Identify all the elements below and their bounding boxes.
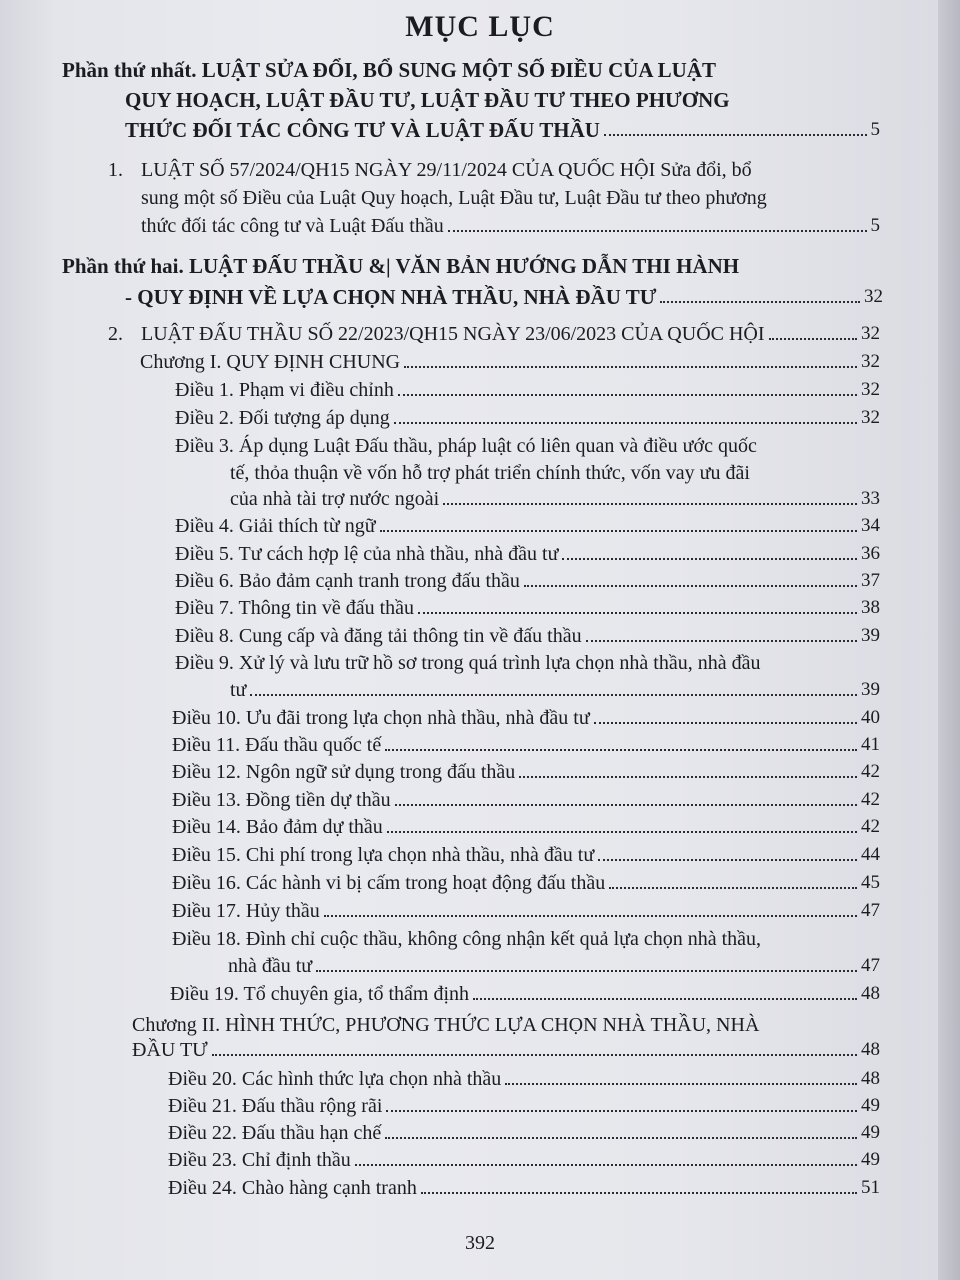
toc-page-number: 44 <box>861 844 880 865</box>
toc-article-text: Điều 4. Giải thích từ ngữ <box>175 515 376 537</box>
toc-part-2-line-1: Phần thứ hai. LUẬT ĐẤU THẦU &| VĂN BẢN HƯỚNG DẪN THI HÀNH <box>62 254 740 278</box>
dot-leader <box>769 338 857 340</box>
toc-article-text: Điều 8. Cung cấp và đăng tải thông tin về đấu thầu <box>175 625 582 647</box>
toc-page-number: 38 <box>861 597 880 618</box>
toc-part-1-line-3 <box>125 118 880 142</box>
toc-article-text: Điều 24. Chào hàng cạnh tranh <box>168 1177 417 1199</box>
toc-article-text: Điều 15. Chi phí trong lựa chọn nhà thầu, nhà đầu tư <box>172 844 595 866</box>
toc-page-number: 33 <box>861 488 880 509</box>
toc-page-number: 32 <box>861 351 880 372</box>
toc-article-20[interactable] <box>168 1067 880 1091</box>
toc-article-15[interactable] <box>172 843 880 867</box>
dot-leader <box>324 915 857 917</box>
toc-article-text: Điều 5. Tư cách hợp lệ của nhà thầu, nhà đầu tư <box>175 543 559 565</box>
toc-page-number: 32 <box>861 323 880 344</box>
toc-title: MỤC LỤC <box>405 10 555 43</box>
toc-article-8[interactable] <box>175 624 880 648</box>
toc-page-number: 45 <box>861 872 880 893</box>
toc-article-18-line-2 <box>228 954 880 978</box>
toc-article-19[interactable] <box>170 982 880 1006</box>
toc-article-text: Điều 11. Đấu thầu quốc tế <box>172 734 382 756</box>
toc-part-2-line-2 <box>125 285 883 309</box>
dot-leader <box>404 366 857 368</box>
toc-page-number: 48 <box>861 1039 880 1060</box>
dot-leader <box>448 230 867 232</box>
dot-leader <box>609 887 857 889</box>
dot-leader <box>586 640 857 642</box>
toc-article-14[interactable] <box>172 815 880 839</box>
toc-article-16[interactable] <box>172 871 880 895</box>
toc-article-1[interactable] <box>175 378 880 402</box>
toc-page-number: 32 <box>861 379 880 400</box>
dot-leader <box>524 585 857 587</box>
toc-page-number: 5 <box>870 119 880 140</box>
toc-page-number: 51 <box>861 1177 880 1198</box>
toc-article-13[interactable] <box>172 788 880 812</box>
dot-leader <box>660 301 860 303</box>
toc-article-22[interactable] <box>168 1121 880 1145</box>
toc-article-9-line-2 <box>230 678 880 702</box>
dot-leader <box>421 1192 857 1194</box>
toc-article-11[interactable] <box>172 733 880 757</box>
toc-article-text: nhà đầu tư <box>228 955 313 977</box>
toc-article-text: của nhà tài trợ nước ngoài <box>230 488 440 510</box>
toc-item-1-number: 1. <box>108 159 123 181</box>
dot-leader <box>505 1083 857 1085</box>
toc-item-1-line-3 <box>141 214 880 238</box>
toc-page-number: 42 <box>861 789 880 810</box>
toc-page-number: 40 <box>861 707 880 728</box>
toc-page-number: 42 <box>861 816 880 837</box>
dot-leader <box>604 134 867 136</box>
dot-leader <box>250 694 857 696</box>
toc-article-text: Điều 20. Các hình thức lựa chọn nhà thầu <box>168 1068 502 1090</box>
dot-leader <box>380 530 857 532</box>
dot-leader <box>598 859 857 861</box>
toc-page-number: 37 <box>861 570 880 591</box>
toc-article-6[interactable] <box>175 569 880 593</box>
toc-article-9-line-1: Điều 9. Xử lý và lưu trữ hồ sơ trong quá trình lựa chọn nhà thầu, nhà đầu <box>175 652 761 674</box>
toc-article-3-line-2: tế, thỏa thuận về vốn hỗ trợ phát triển chính thức, vốn vay ưu đãi <box>230 462 750 484</box>
toc-article-text: Điều 16. Các hành vi bị cấm trong hoạt động đấu thầu <box>172 872 606 894</box>
toc-article-text: tư <box>230 679 247 701</box>
dot-leader <box>386 1110 857 1112</box>
dot-leader <box>473 998 857 1000</box>
toc-article-4[interactable] <box>175 514 880 538</box>
toc-page-number: 32 <box>864 286 883 307</box>
toc-article-text: Điều 2. Đối tượng áp dụng <box>175 407 390 429</box>
toc-article-text: Điều 14. Bảo đảm dự thầu <box>172 816 383 838</box>
toc-article-3-line-1: Điều 3. Áp dụng Luật Đấu thầu, pháp luật có liên quan và điều ước quốc <box>175 435 757 457</box>
toc-page-number: 47 <box>861 900 880 921</box>
dot-leader <box>562 558 857 560</box>
toc-chapter-2-line-1: Chương II. HÌNH THỨC, PHƯƠNG THỨC LỰA CHỌN NHÀ THẦU, NHÀ <box>132 1014 760 1036</box>
toc-article-text: Điều 6. Bảo đảm cạnh tranh trong đấu thầu <box>175 570 520 592</box>
toc-page-number: 48 <box>861 1068 880 1089</box>
toc-chapter-1-text: Chương I. QUY ĐỊNH CHUNG <box>140 351 401 373</box>
toc-article-text: Điều 7. Thông tin về đấu thầu <box>175 597 415 619</box>
toc-article-18-line-1: Điều 18. Đình chỉ cuộc thầu, không công nhận kết quả lựa chọn nhà thầu, <box>172 928 762 950</box>
toc-page-number: 39 <box>861 679 880 700</box>
toc-article-21[interactable] <box>168 1094 880 1118</box>
toc-item-2-text-1: LUẬT ĐẤU THẦU SỐ 22/2023/QH15 NGÀY 23/06/2023 CỦA QUỐC HỘI <box>141 323 765 345</box>
toc-item-1-line-1: LUẬT SỐ 57/2024/QH15 NGÀY 29/11/2024 CỦA QUỐC HỘI Sửa đổi, bổ <box>141 159 752 181</box>
toc-page-number: 42 <box>861 761 880 782</box>
dot-leader <box>355 1164 857 1166</box>
toc-article-text: Điều 1. Phạm vi điều chỉnh <box>175 379 394 401</box>
toc-item-2-line-1 <box>141 322 880 346</box>
page-edge <box>938 0 960 1280</box>
toc-article-24[interactable] <box>168 1176 880 1200</box>
toc-article-text: Điều 13. Đồng tiền dự thầu <box>172 789 391 811</box>
toc-part-1-text-3: THỨC ĐỐI TÁC CÔNG TƯ VÀ LUẬT ĐẤU THẦU <box>125 118 600 142</box>
toc-article-text: Điều 22. Đấu thầu hạn chế <box>168 1122 382 1144</box>
footer-page-number: 392 <box>465 1232 495 1254</box>
toc-chapter-1[interactable] <box>140 350 880 374</box>
toc-page-number: 48 <box>861 983 880 1004</box>
dot-leader <box>594 722 857 724</box>
dot-leader <box>394 422 857 424</box>
toc-article-text: Điều 17. Hủy thầu <box>172 900 320 922</box>
dot-leader <box>212 1054 857 1056</box>
toc-article-text: Điều 12. Ngôn ngữ sử dụng trong đấu thầu <box>172 761 516 783</box>
toc-page-number: 47 <box>861 955 880 976</box>
dot-leader <box>316 970 857 972</box>
toc-article-text: Điều 10. Ưu đãi trong lựa chọn nhà thầu, nhà đầu tư <box>172 707 590 729</box>
dot-leader <box>395 804 857 806</box>
toc-article-10[interactable] <box>172 706 880 730</box>
toc-part-1-line-2: QUY HOẠCH, LUẬT ĐẦU TƯ, LUẬT ĐẦU TƯ THEO PHƯƠNG <box>125 88 730 112</box>
dot-leader <box>418 612 857 614</box>
toc-article-2[interactable] <box>175 406 880 430</box>
toc-page-number: 41 <box>861 734 880 755</box>
toc-item-1-line-2: sung một số Điều của Luật Quy hoạch, Luật Đầu tư, Luật Đầu tư theo phương <box>141 187 767 209</box>
toc-article-23[interactable] <box>168 1148 880 1172</box>
toc-page-number: 49 <box>861 1149 880 1170</box>
toc-page-number: 34 <box>861 515 880 536</box>
toc-article-text: Điều 21. Đấu thầu rộng rãi <box>168 1095 383 1117</box>
toc-chapter-2-text-2: ĐẦU TƯ <box>132 1039 208 1061</box>
toc-article-5[interactable] <box>175 542 880 566</box>
toc-article-3-line-3 <box>230 487 880 511</box>
toc-article-12[interactable] <box>172 760 880 784</box>
toc-page-number: 49 <box>861 1122 880 1143</box>
toc-page-number: 5 <box>870 215 880 236</box>
toc-article-17[interactable] <box>172 899 880 923</box>
dot-leader <box>385 1137 857 1139</box>
toc-part-1-line-1: Phần thứ nhất. LUẬT SỬA ĐỔI, BỔ SUNG MỘT SỐ ĐIỀU CỦA LUẬT <box>62 58 717 82</box>
toc-article-7[interactable] <box>175 596 880 620</box>
dot-leader <box>443 503 857 505</box>
toc-item-1-text-3: thức đối tác công tư và Luật Đấu thầu <box>141 215 444 237</box>
dot-leader <box>385 749 857 751</box>
toc-article-text: Điều 23. Chỉ định thầu <box>168 1149 351 1171</box>
toc-chapter-2-line-2 <box>132 1038 880 1062</box>
dot-leader <box>387 831 857 833</box>
toc-page-number: 49 <box>861 1095 880 1116</box>
dot-leader <box>519 776 857 778</box>
toc-item-2-number: 2. <box>108 323 123 345</box>
toc-page-number: 39 <box>861 625 880 646</box>
toc-part-2-text-2: - QUY ĐỊNH VỀ LỰA CHỌN NHÀ THẦU, NHÀ ĐẦU TƯ <box>125 285 657 309</box>
toc-page-number: 32 <box>861 407 880 428</box>
dot-leader <box>398 394 857 396</box>
toc-article-text: Điều 19. Tổ chuyên gia, tổ thẩm định <box>170 983 470 1005</box>
toc-page-number: 36 <box>861 543 880 564</box>
